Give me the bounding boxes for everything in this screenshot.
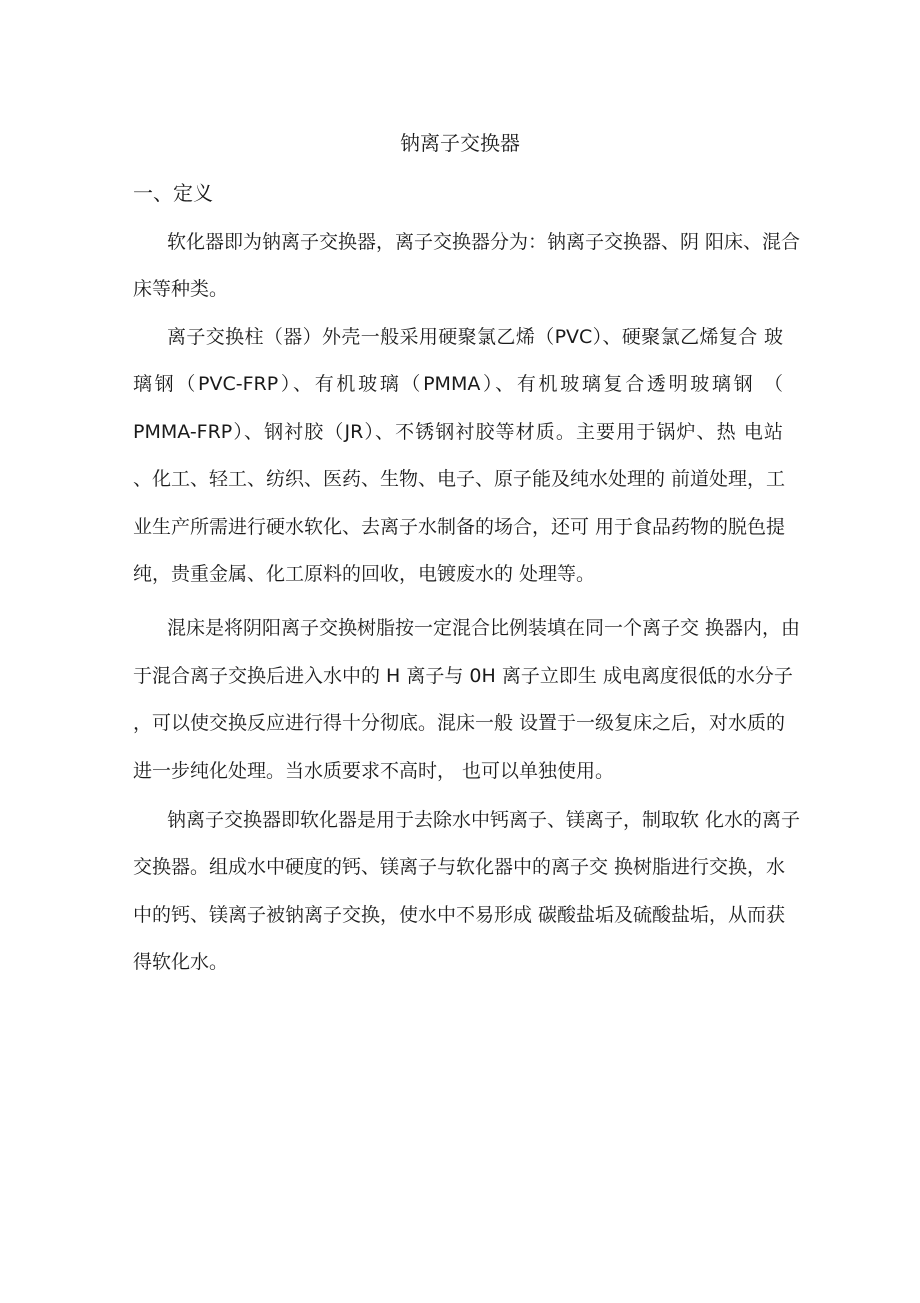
paragraph-line: 、化工、轻工、纺织、医药、生物、电子、原子能及纯水处理的 前道处理，工 bbox=[133, 468, 786, 490]
paragraph-line: 床等种类。 bbox=[133, 278, 229, 300]
page-title: 钠离子交换器 bbox=[400, 131, 520, 155]
paragraph-line: 于混合离子交换后进入水中的 H 离子与 0H 离子立即生 成电离度很低的水分子 bbox=[133, 665, 793, 687]
paragraph-line: 软化器即为钠离子交换器，离子交换器分为：钠离子交换器、阴 阳床、混合 bbox=[167, 231, 801, 253]
paragraph-line: 中的钙、镁离子被钠离子交换，使水中不易形成 碳酸盐垢及硫酸盐垢，从而获 bbox=[133, 904, 786, 926]
paragraph-line: 璃钢（PVC-FRP）、有机玻璃（PMMA）、有机玻璃复合透明玻璃钢 （ bbox=[133, 373, 783, 395]
section-heading: 一、定义 bbox=[133, 181, 213, 205]
paragraph-line: ，可以使交换反应进行得十分彻底。混床一般 设置于一级复床之后，对水质的 bbox=[133, 712, 786, 734]
paragraph-line: 业生产所需进行硬水软化、去离子水制备的场合，还可 用于食品药物的脱色提 bbox=[133, 516, 786, 538]
paragraph-line: 进一步纯化处理。当水质要求不高时， 也可以单独使用。 bbox=[133, 760, 615, 782]
paragraph-line: 得软化水。 bbox=[133, 951, 229, 973]
paragraph-line: 纯，贵重金属、化工原料的回收，电镀废水的 处理等。 bbox=[133, 563, 596, 585]
paragraph-line: 钠离子交换器即软化器是用于去除水中钙离子、镁离子，制取软 化水的离子 bbox=[167, 809, 801, 831]
paragraph-line: 离子交换柱（器）外壳一般采用硬聚氯乙烯（PVC）、硬聚氯乙烯复合 玻 bbox=[167, 326, 783, 348]
paragraph-line: 交换器。组成水中硬度的钙、镁离子与软化器中的离子交 换树脂进行交换，水 bbox=[133, 856, 786, 878]
paragraph-line: PMMA-FRP）、钢衬胶（JR）、不锈钢衬胶等材质。主要用于锅炉、热 电站 bbox=[133, 421, 783, 443]
paragraph-line: 混床是将阴阳离子交换树脂按一定混合比例装填在同一个离子交 换器内，由 bbox=[167, 617, 801, 639]
